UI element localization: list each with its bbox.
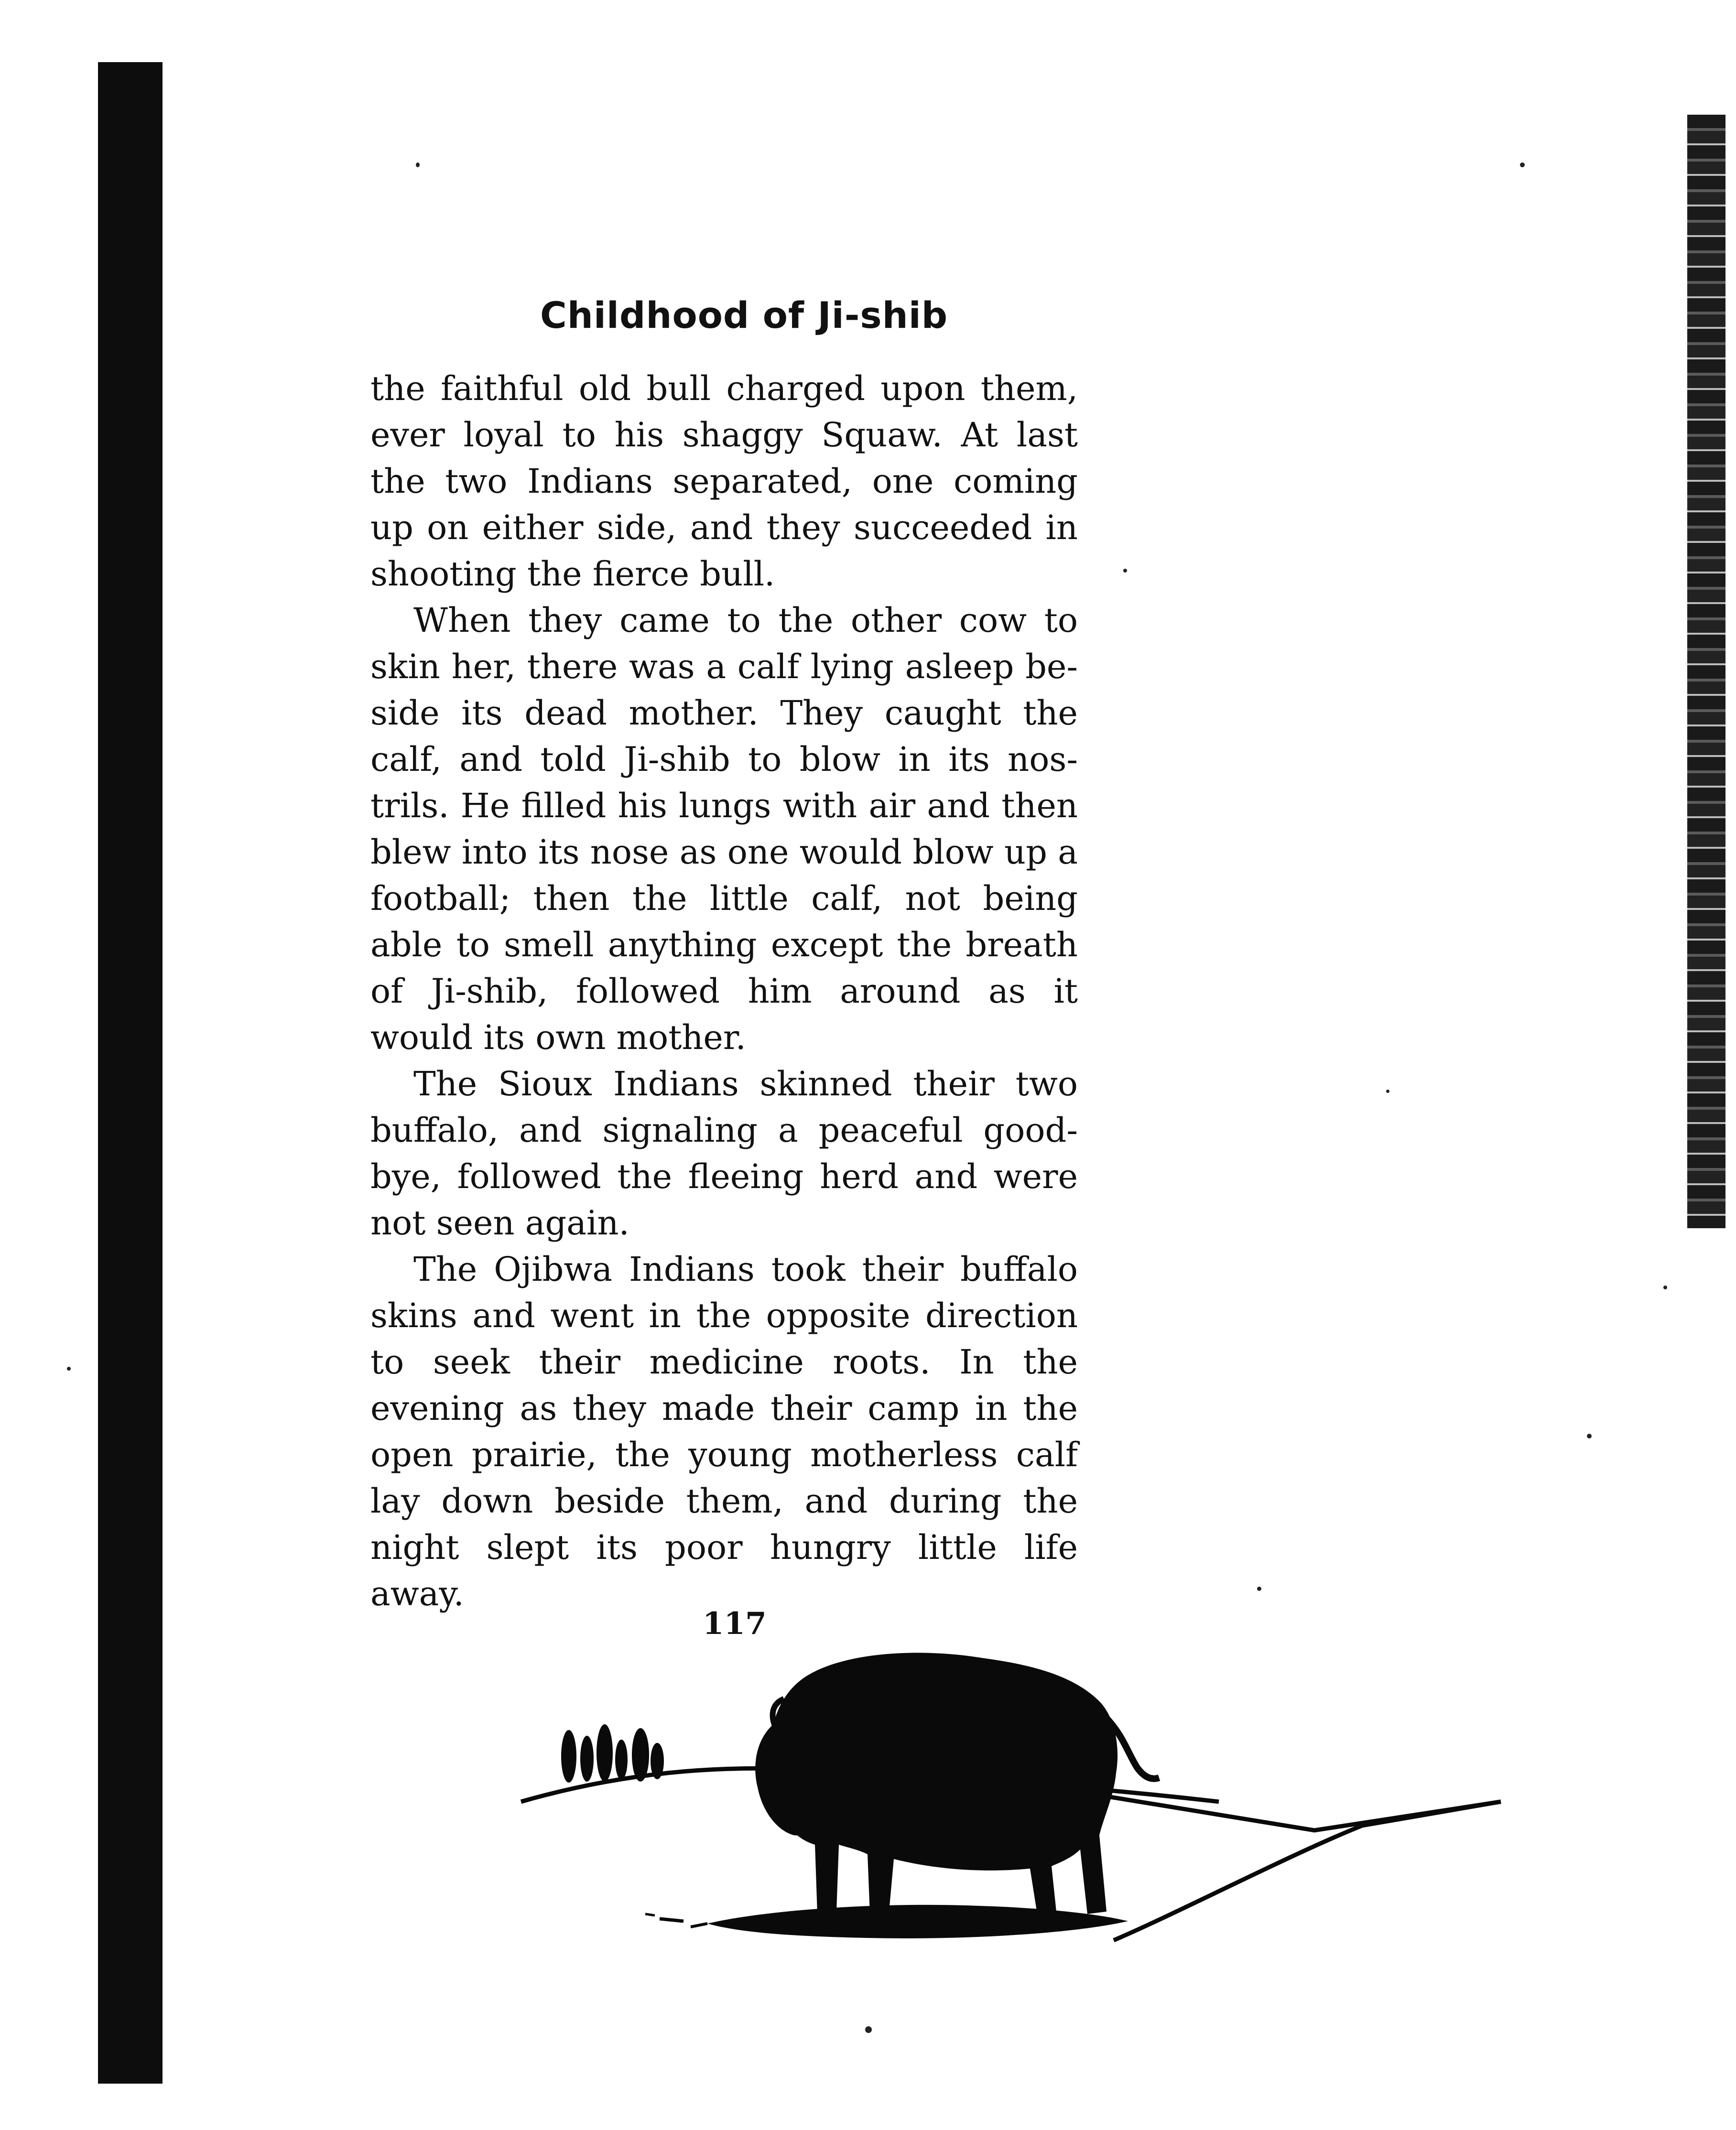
body-text [370,366,1078,1617]
paragraph-1: the faithful old bull charged upon them, ever loyal to his shaggy Squaw. At last the two Indians separated, one coming up on either side, and they succeeded in shooting the fierce bull. [370,369,1078,594]
scan-speck [1663,1286,1667,1289]
trail-line [1114,1802,1501,1940]
scan-right-edge [1687,115,1725,1228]
running-head: Childhood of Ji-shib [540,294,948,336]
buffalo-head [755,1716,821,1836]
scan-binding-edge [98,62,163,2084]
buffalo-silhouette-icon [502,1644,1530,1979]
scan-speck [67,1367,71,1371]
paragraph-2: When they came to the other cow to skin her, there was a calf lying asleep beside its dead mother. They caught the calf, and told Ji-shib to blow in its nostrils. He filled his lungs with air and then blew into its nose as one would blow up a football; then the little calf, not being able to smell anything except the breath of Ji-shib, followed him around as it would its own mother. [370,601,1078,1057]
paragraph-4: The Ojibwa Indians took their buffalo skins and went in the opposite direction to seek their medicine roots. In the evening as they made their camp in the open prairie, the young motherless calf lay down beside them, and during the night slept its poor hungry little life away. [370,1250,1078,1613]
paragraph-3: The Sioux Indians skinned their two buffalo, and signaling a peaceful goodbye, followed the fleeing herd and were not seen again. [370,1064,1078,1243]
scan-speck [1386,1090,1389,1093]
scan-speck [1123,569,1127,573]
scan-speck [1257,1587,1261,1591]
page-number: 117 [703,1606,767,1642]
scan-speck [865,2026,872,2033]
scan-speck [416,162,420,167]
scan-speck [1520,162,1525,167]
trail-line [1052,1787,1501,1830]
ground-grass [707,1905,1128,1938]
scan-speck [1587,1434,1592,1438]
